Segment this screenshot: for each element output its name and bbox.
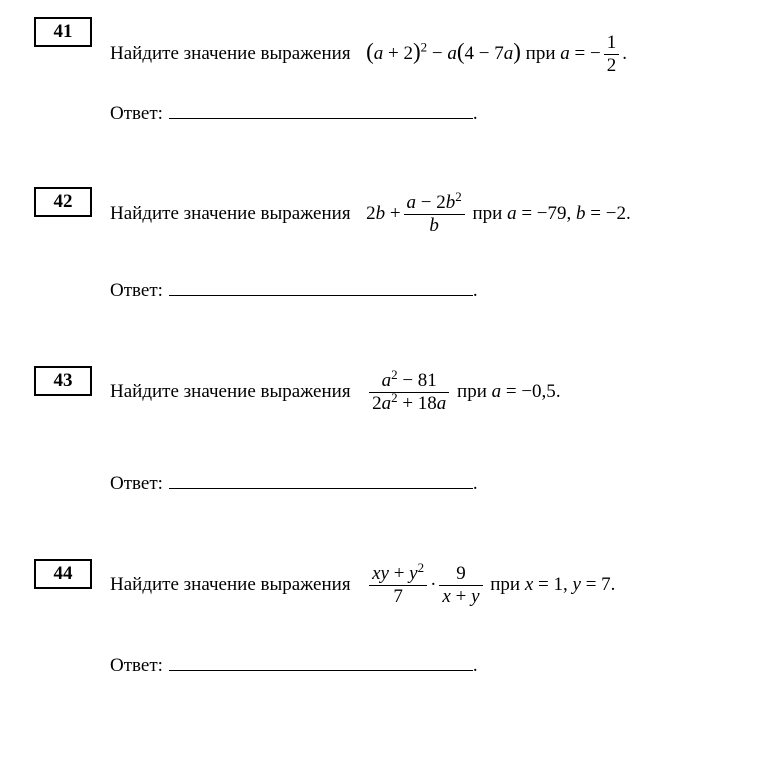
p44-fraction-2 bbox=[439, 563, 482, 608]
p43-pri: при bbox=[457, 380, 487, 402]
problem-number-42: 42 bbox=[34, 187, 92, 217]
problem-number-44: 44 bbox=[34, 559, 92, 589]
p41-period: . bbox=[622, 42, 627, 64]
p42-period: . bbox=[625, 202, 631, 224]
p42-num-exp: 2 bbox=[455, 188, 462, 204]
answer-42 bbox=[110, 280, 478, 302]
answer-label-41: Ответ: bbox=[110, 103, 163, 124]
p42-cond2-var: b bbox=[576, 202, 586, 224]
problem-43-statement bbox=[110, 366, 561, 415]
answer-41 bbox=[110, 103, 478, 125]
p43-period: . bbox=[555, 380, 561, 402]
problem-number-43: 43 bbox=[34, 366, 92, 396]
p43-num-exp: 2 bbox=[391, 366, 398, 382]
p44-f1-y: y bbox=[409, 563, 418, 584]
problem-41-statement: Найдите значение выражения $(a + 2)^2 - a(4 - 7a)$ при a = − $\frac{1}{2}$ . bbox=[110, 32, 627, 76]
p42-fraction bbox=[404, 188, 465, 237]
answer-43 bbox=[110, 473, 478, 495]
p44-f1-plus: + bbox=[388, 563, 410, 584]
p41-minus: − bbox=[431, 42, 443, 64]
answer-label-42: Ответ: bbox=[110, 280, 163, 301]
answer-label-43: Ответ: bbox=[110, 473, 163, 494]
p43-den-a2: a bbox=[436, 393, 447, 414]
p43-den-exp: 2 bbox=[391, 389, 398, 405]
p42-cond2-val: = −2 bbox=[590, 202, 626, 224]
p43-num-rest: − 81 bbox=[402, 370, 437, 391]
p42-pri: при bbox=[472, 202, 503, 224]
p44-f1-den: 7 bbox=[369, 585, 427, 608]
p44-dot: · bbox=[430, 573, 437, 595]
answer-period-43: . bbox=[472, 473, 478, 494]
problem-42-text: Найдите значение выражения bbox=[110, 202, 351, 224]
p42-two: 2 bbox=[366, 202, 376, 224]
p43-den-rest: + 18 bbox=[402, 393, 437, 414]
p42-var-b: b bbox=[375, 202, 386, 224]
problem-44-text: Найдите значение выражения bbox=[110, 573, 351, 595]
p43-cond-val: = −0,5 bbox=[505, 380, 556, 402]
problem-number-41: 41 bbox=[34, 17, 92, 47]
answer-blank-42[interactable] bbox=[169, 281, 473, 296]
p41-plus2: + 2 bbox=[387, 42, 413, 64]
p41-cond-var: a bbox=[560, 42, 570, 64]
p41-cond-eq: = − bbox=[574, 42, 601, 64]
p41-pri: при bbox=[525, 42, 556, 64]
answer-44 bbox=[110, 655, 478, 677]
p44-f2-x: x bbox=[442, 586, 451, 607]
p44-f2-y: y bbox=[471, 586, 480, 607]
p41-var-a2: a bbox=[447, 42, 457, 64]
p42-plus: + bbox=[389, 202, 401, 224]
p41-fraction bbox=[604, 32, 620, 77]
p42-num-a: a bbox=[406, 192, 417, 213]
answer-blank-41[interactable] bbox=[169, 104, 473, 119]
p44-cond2-var: y bbox=[572, 573, 581, 595]
p44-cond2-val: = 7 bbox=[585, 573, 611, 595]
answer-label-44: Ответ: bbox=[110, 655, 163, 676]
answer-period-44: . bbox=[472, 655, 478, 676]
p44-pri: при bbox=[490, 573, 521, 595]
p41-frac-den: 2 bbox=[604, 54, 620, 77]
p42-num-mid: − 2 bbox=[416, 192, 446, 213]
p42-den-b: b bbox=[429, 215, 439, 236]
p42-cond1-var: a bbox=[507, 202, 517, 224]
p43-cond-var: a bbox=[491, 380, 502, 402]
p44-f2-num: 9 bbox=[456, 563, 466, 584]
problem-44-statement bbox=[110, 559, 616, 608]
problem-42-statement bbox=[110, 188, 631, 237]
answer-blank-43[interactable] bbox=[169, 474, 473, 489]
p41-square: 2 bbox=[420, 39, 428, 55]
p41-four-minus-seven: 4 − 7 bbox=[464, 42, 504, 64]
p43-den-2: 2 bbox=[372, 393, 382, 414]
p44-fraction-1 bbox=[369, 559, 427, 608]
problem-43-text: Найдите значение выражения bbox=[110, 380, 351, 402]
p42-comma: , bbox=[566, 202, 572, 224]
p44-f1-xy: xy bbox=[372, 563, 389, 584]
p44-f2-plus: + bbox=[450, 586, 472, 607]
answer-blank-44[interactable] bbox=[169, 656, 473, 671]
p43-num-a: a bbox=[381, 370, 392, 391]
p41-var-a3: a bbox=[503, 42, 514, 64]
p44-cond1-val: = 1, bbox=[538, 573, 568, 595]
problem-41-text: Найдите значение выражения bbox=[110, 42, 351, 64]
p41-frac-num: 1 bbox=[606, 32, 617, 53]
p42-cond1-val: = −79 bbox=[521, 202, 567, 224]
p44-cond1-var: x bbox=[524, 573, 534, 595]
answer-period-42: . bbox=[472, 280, 478, 301]
answer-period-41: . bbox=[472, 103, 478, 124]
p42-num-b: b bbox=[445, 192, 456, 213]
p44-f1-exp: 2 bbox=[417, 559, 425, 575]
p41-var-a: a bbox=[373, 42, 384, 64]
p43-den-a: a bbox=[381, 393, 392, 414]
p43-fraction bbox=[369, 366, 449, 415]
p44-period: . bbox=[610, 573, 616, 595]
